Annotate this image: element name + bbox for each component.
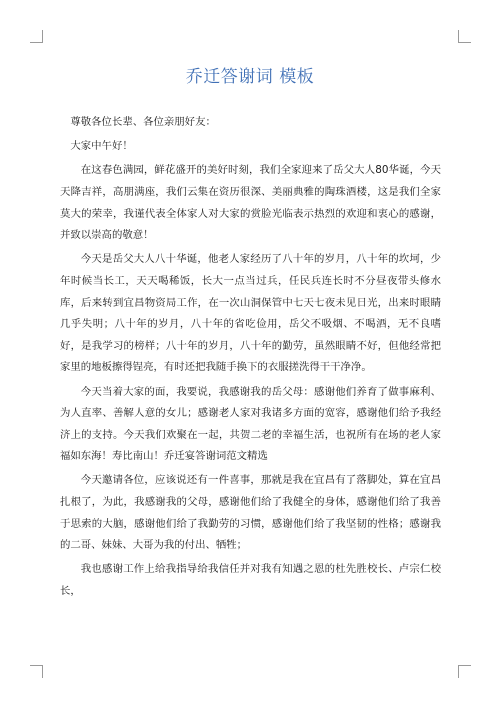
paragraph: 在这春色满园，鲜花盛开的美好时刻，我们全家迎来了岳父大人80华诞，今天天降吉祥，高朋满座，我们云集在资历很深、美丽典雅的陶珠酒楼，这是我们全家莫大的荣幸，我谨代表全体家人对大家的赏脸光临表示热烈的欢迎和衷心的感谢，并致以崇高的敬意！ <box>60 164 441 242</box>
document-title: 乔迁答谢词 模板 <box>185 67 315 87</box>
crop-mark-top-right <box>458 30 471 43</box>
crop-mark-bottom-right <box>458 665 471 678</box>
crop-mark-bottom-left <box>30 665 43 678</box>
paragraph: 今天是岳父大人八十华诞，他老人家经历了八十年的岁月，八十年的坎坷，少年时候当长工，天天喝稀饭，长大一点当过兵，任民兵连长时不分昼夜带头修水库，后来转到宜昌物资局工作，在一次山洞保管中七天七夜未见日光，出来时眼睛几乎失明；八十年的岁月，八十年的省吃俭用，岳父不吸烟、不喝酒，无不良嗜好，是我学习的榜样；八十年的岁月，八十年的勤劳，虽然眼睛不好，但他经常把家里的地板擦得锃亮，有时还把我随手换下的衣服搓洗得干干净净。 <box>60 253 441 374</box>
greeting: 大家中午好！ <box>70 140 133 153</box>
paragraph: 今天当着大家的面，我要说，我感谢我的岳父母：感谢他们养育了做事麻利、为人直率、善解人意的女儿；感谢老人家对我诸多方面的宽容，感谢他们给予我经济上的支持。今天我们欢聚在一起，共贺二老的幸福生活，也祝所有在场的老人家福如东海！寿比南山！乔迁宴答谢词范文精选 <box>60 385 441 463</box>
salutation: 尊敬各位长辈、各位亲朋好友： <box>70 116 216 128</box>
crop-mark-top-left <box>30 30 43 43</box>
paragraph: 我也感谢工作上给我指导给我信任并对我有知遇之恩的杜先胜校长、卢宗仁校长， <box>60 563 441 598</box>
paragraph: 今天邀请各位，应该说还有一件喜事，那就是我在宜昌有了落脚处，算在宜昌扎根了，为此，我感谢我的父母，感谢他们给了我健全的身体，感谢他们给了我善于思索的大脑，感谢他们给了我勤劳的习惯，感谢他们给了我坚韧的性格；感谢我的二哥、妹妹、大哥为我的付出、牺牲； <box>60 474 441 552</box>
document-body <box>60 112 441 605</box>
